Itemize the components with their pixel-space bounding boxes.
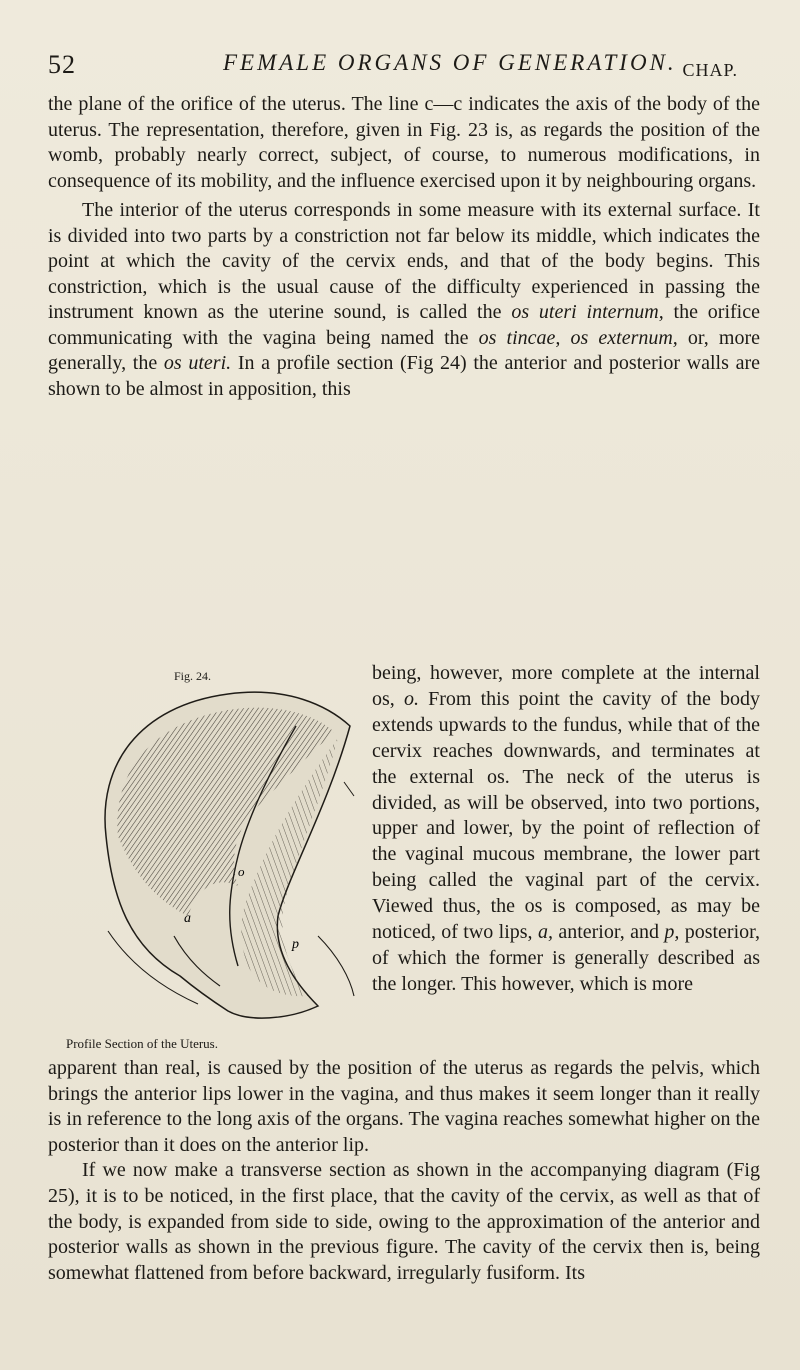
- term-os-tincae: os tincae, os externum,: [478, 326, 678, 349]
- term-o: o.: [403, 687, 419, 710]
- vaginal-wall-posterior: [318, 936, 354, 996]
- body-text-wrap: being, however, more complete at the internal os, o. From this point the cavity of the body extends upwards to the fundus, while that of the cervix reaches downwards, and terminates at the external os. The neck of the uterus is divided, as will be observed, into two portions, upper and lower, by the point of reflection of the vaginal mucous membrane, the lower part being called the vaginal part of the cervix. Viewed thus, the os is composed, as may be noticed, of two lips, a, anterior, and p, posterior, of which the former is generally described as the longer. This however, which is more: [372, 662, 760, 995]
- term-os-uteri-internum: os uteri internum,: [511, 301, 664, 323]
- body-text-top: [48, 92, 760, 402]
- label-p: p: [292, 937, 299, 952]
- term-a: a,: [537, 921, 553, 944]
- page-number: 52: [48, 50, 76, 79]
- page-header: [48, 50, 780, 90]
- label-a: a: [184, 911, 191, 926]
- figure-label: Fig. 24.: [174, 669, 212, 683]
- chapter-label: CHAP.: [682, 60, 738, 80]
- paragraph-2: The interior of the uterus corresponds in some measure with its external surface. It is divided into two parts by a constriction not far below its middle, which indicates the point at which the cavity of the cervix ends, and that of the body begins. This constriction, which is the usual cause of the difficulty experienced in passing the instrument known as the uterine sound, is called the os uteri internum, the orifice communicating with the vagina being named the os tincae, os externum, or, more generally, the os uteri. In a profile section (Fig 24) the anterior and posterior walls are shown to be almost in apposition, this: [48, 199, 760, 400]
- paragraph-2-continued: apparent than real, is caused by the position of the uterus as regards the pelvis, which brings the anterior lips lower in the vagina, and thus makes it seem longer than it really is in reference to the long axis of the organs. The vagina reaches somewhat higher on the posterior than it does on the anterior lip.: [48, 1057, 760, 1156]
- paragraph-3: If we now make a transverse section as shown in the accompanying diagram (Fig 25), it is to be noticed, in the first place, that the cavity of the cervix, as well as that of the body, is expanded from side to side, owing to the approximation of the anterior and posterior walls as shown in the previous figure. The cavity of the cervix then is, being somewhat flattened from before backward, irregularly fusiform. Its: [48, 1159, 760, 1284]
- uterus-profile-figure: [88, 686, 360, 1026]
- running-title: FEMALE ORGANS OF GENERATION.: [223, 50, 677, 75]
- term-os-uteri: os uteri.: [163, 352, 232, 374]
- body-text-bottom: [48, 1056, 760, 1286]
- label-o: o: [238, 864, 245, 879]
- figure-caption: Profile Section of the Uterus.: [66, 1036, 218, 1051]
- paragraph-1: the plane of the orifice of the uterus. The line c—c indicates the axis of the body of the uterus. The representation, therefore, given in Fig. 23 is, as regards the position of the womb, probably nearly correct, subject, of course, to numerous modifications, in consequence of its mobility, and the influence exercised upon it by neighbouring organs.: [48, 93, 760, 192]
- term-p: p,: [664, 921, 680, 944]
- pointer-line: [344, 782, 354, 796]
